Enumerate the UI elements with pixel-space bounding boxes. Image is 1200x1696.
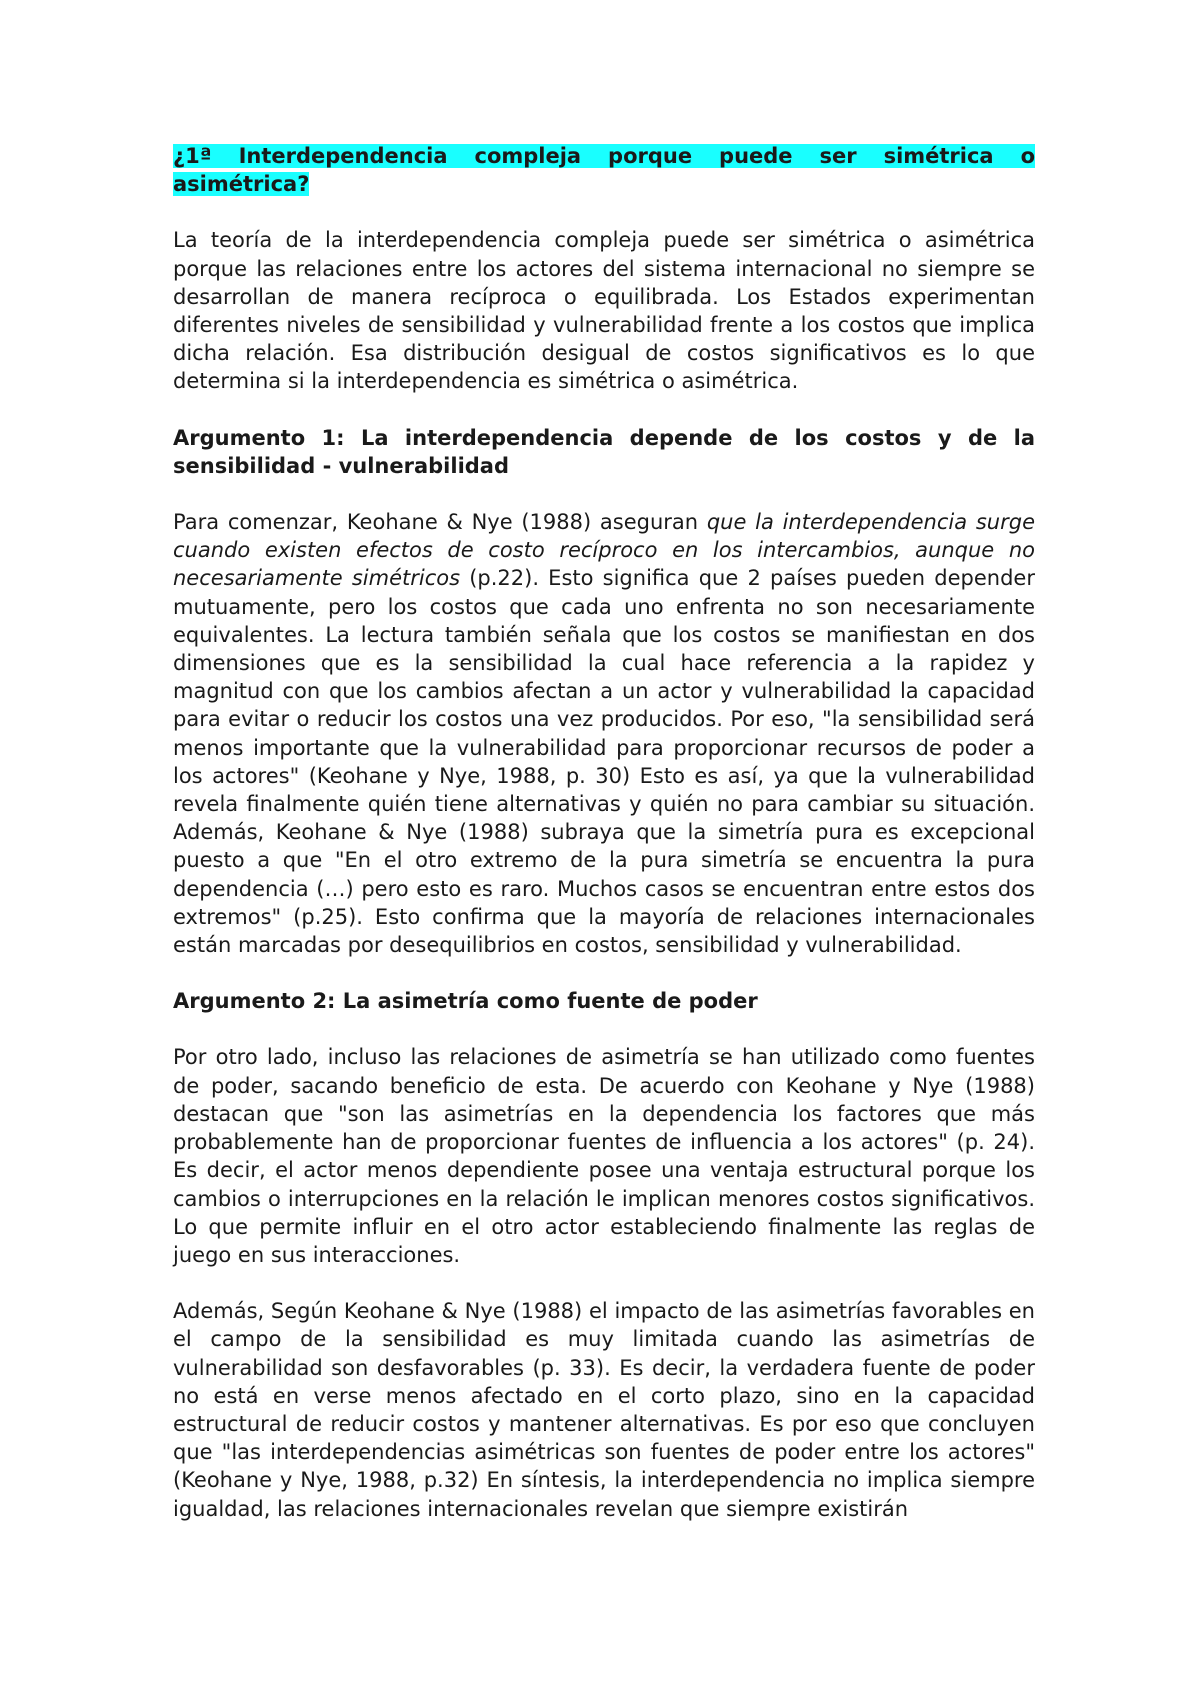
intro-paragraph: La teoría de la interdependencia compleja puede ser simétrica o asimétrica porque las relaciones entre los actores del sistema internacional no siempre se desarrollan de manera recíproca o equilibrada. Los Estados experimentan diferentes niveles de sensibilidad y vulnerabilidad frente a los costos que implica dicha relación. Esa distribución desigual de costos significativos es lo que determina si la interdependencia es simétrica o asimétrica. bbox=[173, 228, 1035, 394]
argument-2-paragraph-2: Además, Según Keohane & Nye (1988) el impacto de las asimetrías favorables en el campo de la sensibilidad es muy limitada cuando las asimetrías de vulnerabilidad son desfavorables (p. 33). Es decir, la verdadera fuente de poder no está en verse menos afectado en el corto plazo, sino en la capacidad estructural de reducir costos y mantener alternativas. Es por eso que concluyen que "las interdependencias asimétricas son fuentes de poder entre los actores" (Keohane y Nye, 1988, p.32) En síntesis, la interdependencia no implica siempre igualdad, las relaciones internacionales revelan que siempre existirán bbox=[173, 1299, 1035, 1521]
argument-1-heading: Argumento 1: La interdependencia depende de los costos y de la sensibilidad - vulnerabilidad bbox=[173, 425, 1035, 478]
argument-1-rest: (p.22). Esto significa que 2 países pueden depender mutuamente, pero los costos que cada uno enfrenta no son necesariamente equivalentes. La lectura también señala que los costos se manifiestan en dos dimensiones que es la sensibilidad la cual hace referencia a la rapidez y magnitud con que los cambios afectan a un actor y vulnerabilidad la capacidad para evitar o reducir los costos una vez producidos. Por eso, "la sensibilidad será menos importante que la vulnerabilidad para proporcionar recursos de poder a los actores" (Keohane y Nye, 1988, p. 30) Esto es así, ya que la vulnerabilidad revela finalmente quién tiene alternativas y quién no para cambiar su situación. Además, Keohane & Nye (1988) subraya que la simetría pura es excepcional puesto a que "En el otro extremo de la pura simetría se encuentra la pura dependencia (…) pero esto es raro. Muchos casos se encuentran entre estos dos extremos" (p.25). Esto confirma que la mayoría de relaciones internacionales están marcadas por desequilibrios en costos, sensibilidad y vulnerabilidad. bbox=[173, 566, 1035, 958]
argument-1-italic-quote: que la interdependencia surge cuando existen efectos de costo recíproco en los intercambios, aunque no necesariamente simétricos bbox=[173, 510, 1035, 591]
title-highlight: ¿1ª Interdependencia compleja porque puede ser simétrica o asimétrica? bbox=[173, 144, 1035, 197]
argument-1-paragraph bbox=[173, 508, 1035, 959]
argument-2-heading: Argumento 2: La asimetría como fuente de poder bbox=[173, 989, 758, 1014]
argument-2-paragraph-1: Por otro lado, incluso las relaciones de asimetría se han utilizado como fuentes de poder, sacando beneficio de esta. De acuerdo con Keohane y Nye (1988) destacan que "son las asimetrías en la dependencia los factores que más probablemente han de proporcionar fuentes de influencia a los actores" (p. 24). Es decir, el actor menos dependiente posee una ventaja estructural porque los cambios o interrupciones en la relación le implican menores costos significativos. Lo que permite influir en el otro actor estableciendo finalmente las reglas de juego en sus interacciones. bbox=[173, 1045, 1035, 1267]
document-page bbox=[173, 142, 1035, 1551]
document-title bbox=[173, 142, 1035, 198]
argument-1-lead: Para comenzar, Keohane & Nye (1988) aseguran bbox=[173, 510, 707, 535]
